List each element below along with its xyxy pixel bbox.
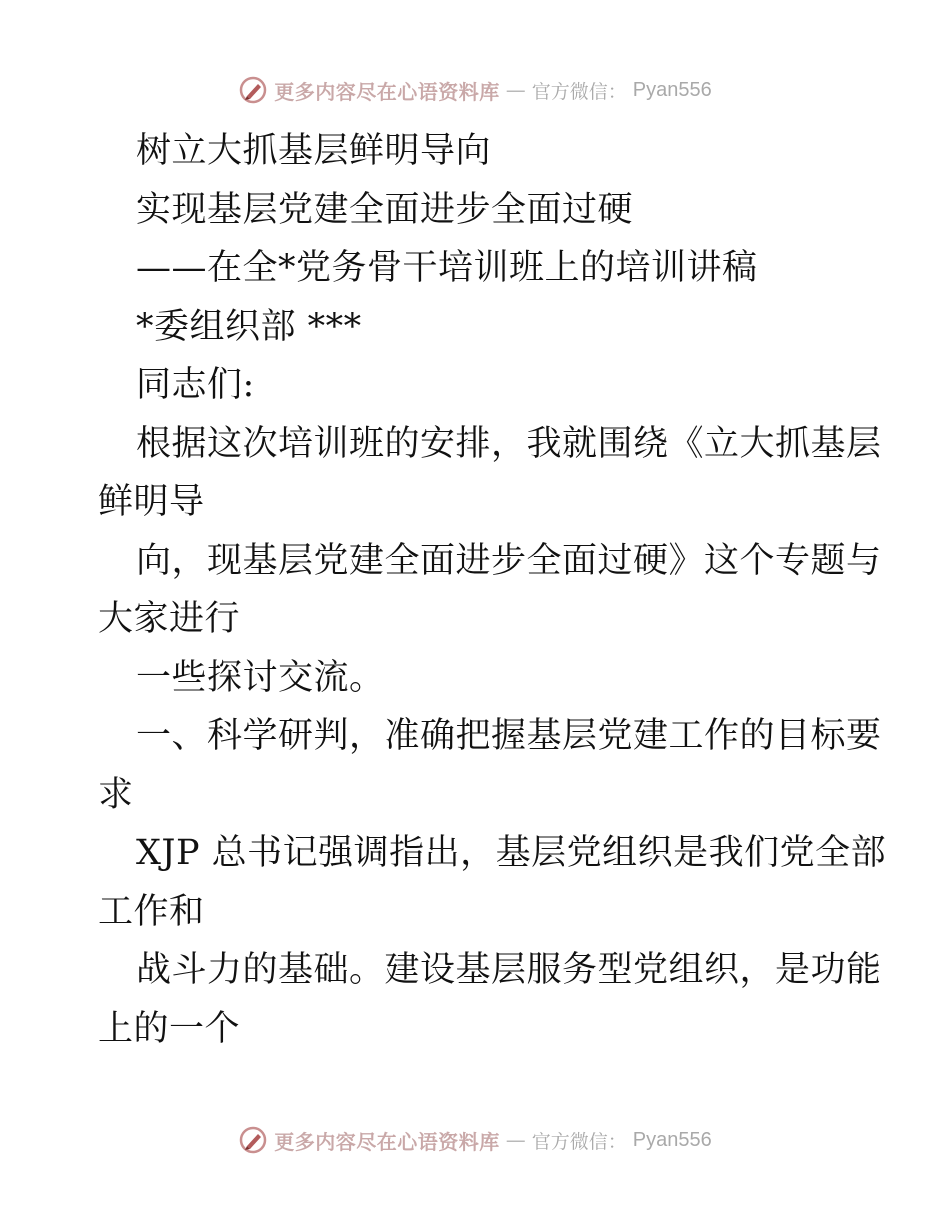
pen-logo-icon [238,75,268,105]
watermark-wechat-id: Pyan556 [632,78,712,101]
watermark-label: 官方微信： [531,80,627,103]
paragraph-line: 一些探讨交流。 [136,657,385,698]
paragraph-line: XJP 总书记强调指出，基层党组织是我们党全部 [136,833,887,873]
watermark-separator: — [505,78,526,102]
paragraph-line: 鲜明导 [98,482,205,522]
author-line: *委组织部 *** [136,306,362,347]
paragraph-line: 战斗力的基础。建设基层服务型党组织，是功能 [136,950,882,990]
paragraph-line: 工作和 [98,891,205,932]
watermark-separator: — [505,1128,526,1152]
title-line-1: 树立大抓基层鲜明导向 [136,131,492,171]
pen-logo-icon [238,1125,268,1155]
header-watermark [0,72,950,108]
title-line-2: 实现基层党建全面进步全面过硬 [136,189,634,230]
watermark-label: 官方微信： [531,1130,627,1153]
watermark-wechat-id: Pyan556 [632,1128,712,1151]
watermark-text: 更多内容尽在心语资料库 [274,79,500,104]
paragraph-line: 根据这次培训班的安排，我就围绕《立大抓基层 [136,423,882,464]
salutation-line: 同志们: [136,365,255,405]
document-body [98,122,887,1058]
footer-watermark [0,1122,950,1158]
paragraph-line: 向，现基层党建全面进步全面过硬》这个专题与 [136,540,882,581]
watermark-text: 更多内容尽在心语资料库 [274,1129,500,1154]
paragraph-line: 大家进行 [98,599,241,639]
section-heading-line: 一、科学研判，准确把握基层党建工作的目标要 [136,716,882,756]
section-heading-line: 求 [98,774,134,815]
paragraph-line: 上的一个 [98,1008,241,1049]
subtitle-line: ——在全*党务骨干培训班上的培训讲稿 [136,248,758,288]
